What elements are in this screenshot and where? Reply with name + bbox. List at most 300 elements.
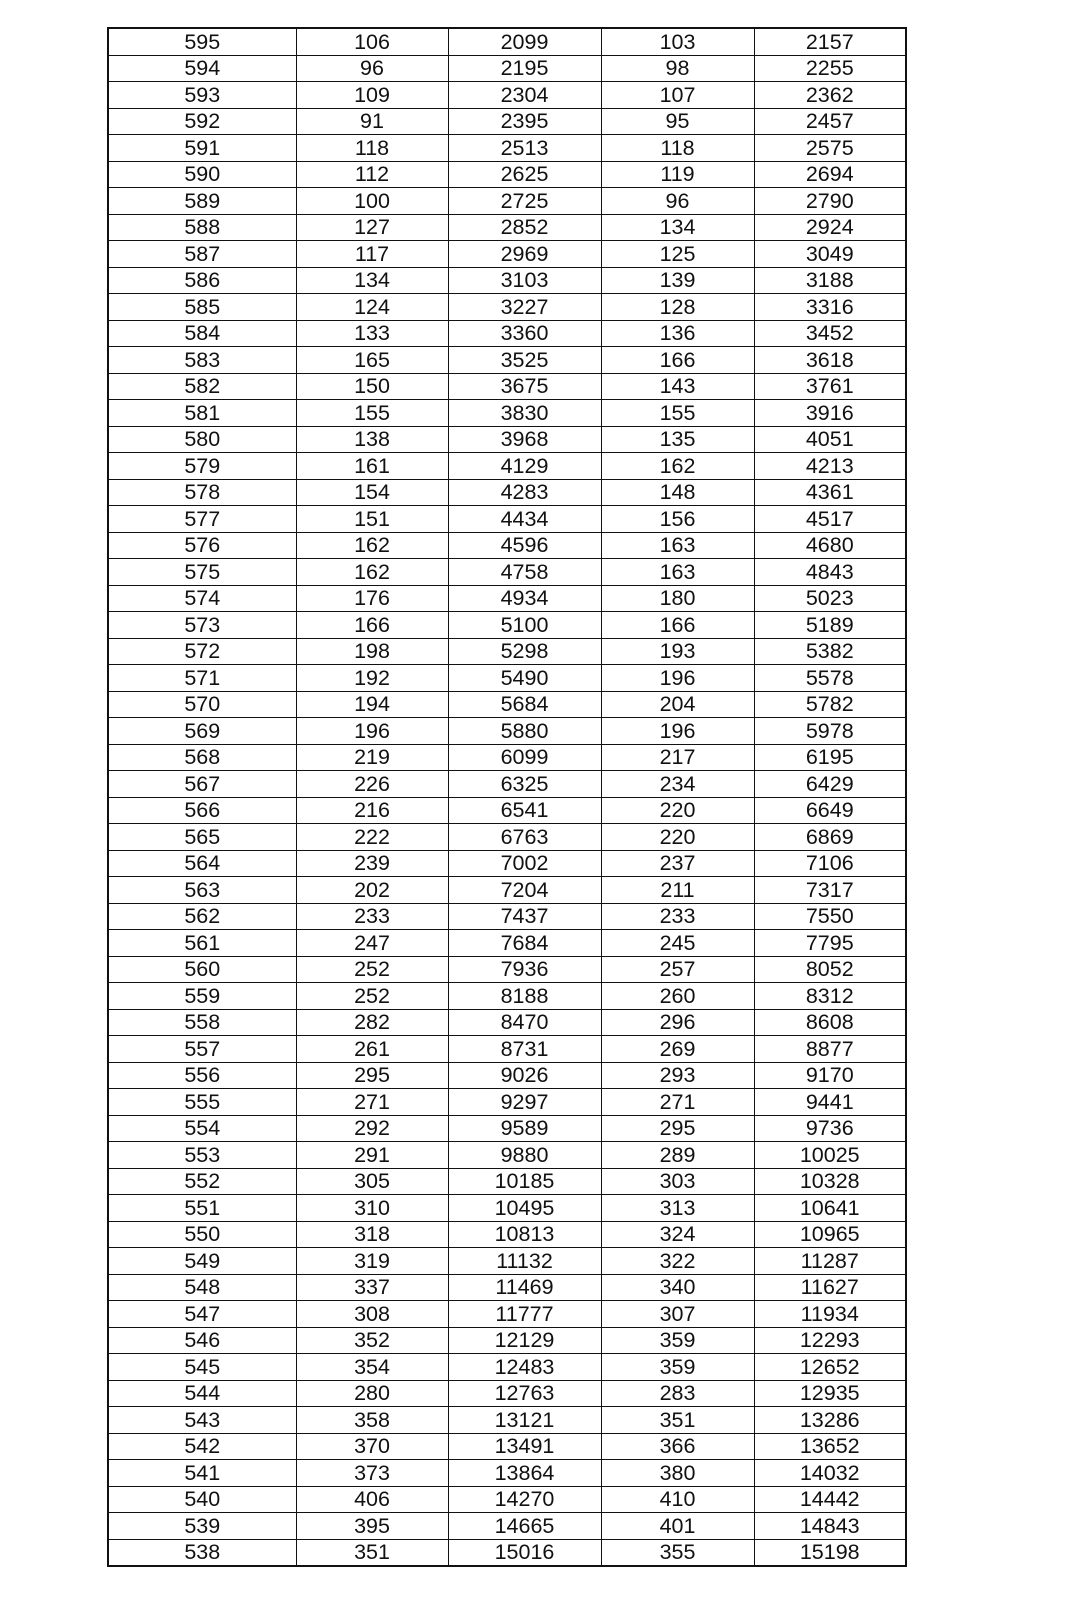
count-b-cell: 245: [601, 930, 754, 957]
count-b-cell: 139: [601, 267, 754, 294]
count-a-cell: 117: [296, 241, 448, 268]
cumulative-a-cell: 13121: [448, 1407, 601, 1434]
table-row: [108, 1036, 906, 1063]
count-a-cell: 112: [296, 161, 448, 188]
score-cell: 584: [108, 320, 296, 347]
count-b-cell: 193: [601, 638, 754, 665]
count-a-cell: 233: [296, 903, 448, 930]
cumulative-b-cell: 14442: [754, 1486, 906, 1513]
cumulative-b-cell: 8312: [754, 983, 906, 1010]
count-b-cell: 220: [601, 797, 754, 824]
table-row: [108, 612, 906, 639]
score-cell: 589: [108, 188, 296, 215]
count-a-cell: 216: [296, 797, 448, 824]
score-cell: 560: [108, 956, 296, 983]
count-b-cell: 217: [601, 744, 754, 771]
cumulative-b-cell: 12935: [754, 1380, 906, 1407]
count-a-cell: 354: [296, 1354, 448, 1381]
cumulative-b-cell: 2694: [754, 161, 906, 188]
score-cell: 544: [108, 1380, 296, 1407]
table-row: [108, 400, 906, 427]
table-row: [108, 1327, 906, 1354]
cumulative-a-cell: 9880: [448, 1142, 601, 1169]
count-b-cell: 143: [601, 373, 754, 400]
table-row: [108, 1380, 906, 1407]
count-b-cell: 103: [601, 28, 754, 55]
cumulative-b-cell: 5382: [754, 638, 906, 665]
cumulative-b-cell: 6649: [754, 797, 906, 824]
cumulative-b-cell: 8877: [754, 1036, 906, 1063]
cumulative-a-cell: 4596: [448, 532, 601, 559]
cumulative-b-cell: 4213: [754, 453, 906, 480]
count-a-cell: 351: [296, 1539, 448, 1566]
count-a-cell: 252: [296, 983, 448, 1010]
score-cell: 557: [108, 1036, 296, 1063]
count-a-cell: 124: [296, 294, 448, 321]
cumulative-a-cell: 14270: [448, 1486, 601, 1513]
cumulative-a-cell: 2304: [448, 82, 601, 109]
count-b-cell: 296: [601, 1009, 754, 1036]
cumulative-b-cell: 13652: [754, 1433, 906, 1460]
cumulative-b-cell: 9736: [754, 1115, 906, 1142]
cumulative-a-cell: 14665: [448, 1513, 601, 1540]
cumulative-b-cell: 9170: [754, 1062, 906, 1089]
cumulative-a-cell: 6099: [448, 744, 601, 771]
table-row: [108, 1274, 906, 1301]
cumulative-b-cell: 8608: [754, 1009, 906, 1036]
count-b-cell: 234: [601, 771, 754, 798]
table-row: [108, 1486, 906, 1513]
count-a-cell: 196: [296, 718, 448, 745]
count-a-cell: 176: [296, 585, 448, 612]
cumulative-b-cell: 7795: [754, 930, 906, 957]
cumulative-a-cell: 7437: [448, 903, 601, 930]
count-a-cell: 165: [296, 347, 448, 374]
cumulative-b-cell: 12652: [754, 1354, 906, 1381]
score-cell: 574: [108, 585, 296, 612]
cumulative-b-cell: 3916: [754, 400, 906, 427]
count-b-cell: 135: [601, 426, 754, 453]
cumulative-b-cell: 10025: [754, 1142, 906, 1169]
cumulative-b-cell: 10328: [754, 1168, 906, 1195]
table-row: [108, 347, 906, 374]
count-b-cell: 156: [601, 506, 754, 533]
count-b-cell: 269: [601, 1036, 754, 1063]
cumulative-a-cell: 10813: [448, 1221, 601, 1248]
count-a-cell: 292: [296, 1115, 448, 1142]
count-a-cell: 291: [296, 1142, 448, 1169]
cumulative-a-cell: 6325: [448, 771, 601, 798]
score-cell: 555: [108, 1089, 296, 1116]
count-b-cell: 96: [601, 188, 754, 215]
table-row: [108, 665, 906, 692]
count-a-cell: 295: [296, 1062, 448, 1089]
count-b-cell: 380: [601, 1460, 754, 1487]
score-cell: 559: [108, 983, 296, 1010]
score-cell: 563: [108, 877, 296, 904]
score-cell: 542: [108, 1433, 296, 1460]
count-b-cell: 359: [601, 1354, 754, 1381]
table-row: [108, 135, 906, 162]
cumulative-a-cell: 3675: [448, 373, 601, 400]
count-a-cell: 166: [296, 612, 448, 639]
count-b-cell: 134: [601, 214, 754, 241]
score-cell: 570: [108, 691, 296, 718]
table-row: [108, 877, 906, 904]
score-cell: 580: [108, 426, 296, 453]
cumulative-b-cell: 10965: [754, 1221, 906, 1248]
count-a-cell: 150: [296, 373, 448, 400]
count-b-cell: 303: [601, 1168, 754, 1195]
table-row: [108, 506, 906, 533]
cumulative-b-cell: 5189: [754, 612, 906, 639]
table-row: [108, 55, 906, 82]
score-cell: 561: [108, 930, 296, 957]
cumulative-a-cell: 12129: [448, 1327, 601, 1354]
cumulative-a-cell: 5880: [448, 718, 601, 745]
table-row: [108, 824, 906, 851]
cumulative-b-cell: 2157: [754, 28, 906, 55]
score-cell: 548: [108, 1274, 296, 1301]
table-row: [108, 1089, 906, 1116]
table-row: [108, 797, 906, 824]
count-a-cell: 202: [296, 877, 448, 904]
cumulative-a-cell: 3227: [448, 294, 601, 321]
count-b-cell: 293: [601, 1062, 754, 1089]
count-a-cell: 358: [296, 1407, 448, 1434]
count-b-cell: 180: [601, 585, 754, 612]
cumulative-a-cell: 12763: [448, 1380, 601, 1407]
count-a-cell: 308: [296, 1301, 448, 1328]
cumulative-b-cell: 6869: [754, 824, 906, 851]
count-b-cell: 204: [601, 691, 754, 718]
count-b-cell: 125: [601, 241, 754, 268]
cumulative-a-cell: 4283: [448, 479, 601, 506]
table-row: [108, 930, 906, 957]
cumulative-b-cell: 2790: [754, 188, 906, 215]
table-row: [108, 585, 906, 612]
table-row: [108, 479, 906, 506]
cumulative-b-cell: 6195: [754, 744, 906, 771]
count-b-cell: 119: [601, 161, 754, 188]
table-row: [108, 1301, 906, 1328]
count-b-cell: 401: [601, 1513, 754, 1540]
score-cell: 588: [108, 214, 296, 241]
score-cell: 576: [108, 532, 296, 559]
cumulative-a-cell: 3360: [448, 320, 601, 347]
table-row: [108, 850, 906, 877]
cumulative-a-cell: 4934: [448, 585, 601, 612]
count-a-cell: 239: [296, 850, 448, 877]
cumulative-b-cell: 4051: [754, 426, 906, 453]
score-cell: 567: [108, 771, 296, 798]
count-a-cell: 219: [296, 744, 448, 771]
table-row: [108, 267, 906, 294]
table-row: [108, 956, 906, 983]
count-a-cell: 100: [296, 188, 448, 215]
cumulative-a-cell: 2099: [448, 28, 601, 55]
cumulative-a-cell: 7936: [448, 956, 601, 983]
cumulative-b-cell: 9441: [754, 1089, 906, 1116]
table-row: [108, 453, 906, 480]
cumulative-a-cell: 10495: [448, 1195, 601, 1222]
score-cell: 564: [108, 850, 296, 877]
score-cell: 558: [108, 1009, 296, 1036]
score-cell: 568: [108, 744, 296, 771]
table-row: [108, 903, 906, 930]
count-b-cell: 322: [601, 1248, 754, 1275]
count-b-cell: 289: [601, 1142, 754, 1169]
cumulative-b-cell: 2924: [754, 214, 906, 241]
count-b-cell: 233: [601, 903, 754, 930]
count-a-cell: 192: [296, 665, 448, 692]
cumulative-b-cell: 11627: [754, 1274, 906, 1301]
count-a-cell: 194: [296, 691, 448, 718]
table-row: [108, 532, 906, 559]
cumulative-a-cell: 3830: [448, 400, 601, 427]
count-a-cell: 280: [296, 1380, 448, 1407]
count-b-cell: 313: [601, 1195, 754, 1222]
cumulative-b-cell: 7317: [754, 877, 906, 904]
count-a-cell: 198: [296, 638, 448, 665]
score-cell: 549: [108, 1248, 296, 1275]
count-b-cell: 307: [601, 1301, 754, 1328]
cumulative-b-cell: 13286: [754, 1407, 906, 1434]
count-b-cell: 166: [601, 612, 754, 639]
cumulative-b-cell: 5978: [754, 718, 906, 745]
table-row: [108, 1248, 906, 1275]
score-cell: 562: [108, 903, 296, 930]
count-a-cell: 226: [296, 771, 448, 798]
score-cell: 581: [108, 400, 296, 427]
table-row: [108, 373, 906, 400]
score-cell: 541: [108, 1460, 296, 1487]
table-row: [108, 82, 906, 109]
table-row: [108, 1195, 906, 1222]
count-a-cell: 96: [296, 55, 448, 82]
table-row: [108, 718, 906, 745]
count-a-cell: 118: [296, 135, 448, 162]
score-cell: 572: [108, 638, 296, 665]
count-b-cell: 196: [601, 718, 754, 745]
count-b-cell: 128: [601, 294, 754, 321]
count-a-cell: 252: [296, 956, 448, 983]
count-b-cell: 324: [601, 1221, 754, 1248]
cumulative-a-cell: 3103: [448, 267, 601, 294]
cumulative-b-cell: 8052: [754, 956, 906, 983]
count-b-cell: 283: [601, 1380, 754, 1407]
table-row: [108, 161, 906, 188]
cumulative-a-cell: 2195: [448, 55, 601, 82]
count-a-cell: 154: [296, 479, 448, 506]
table-row: [108, 1407, 906, 1434]
table-row: [108, 320, 906, 347]
count-a-cell: 106: [296, 28, 448, 55]
count-b-cell: 211: [601, 877, 754, 904]
count-b-cell: 95: [601, 108, 754, 135]
table-row: [108, 1513, 906, 1540]
cumulative-a-cell: 4129: [448, 453, 601, 480]
cumulative-a-cell: 5684: [448, 691, 601, 718]
table-row: [108, 294, 906, 321]
cumulative-b-cell: 2457: [754, 108, 906, 135]
cumulative-a-cell: 2852: [448, 214, 601, 241]
cumulative-a-cell: 5298: [448, 638, 601, 665]
count-a-cell: 151: [296, 506, 448, 533]
cumulative-b-cell: 10641: [754, 1195, 906, 1222]
count-a-cell: 162: [296, 532, 448, 559]
score-cell: 579: [108, 453, 296, 480]
cumulative-a-cell: 2725: [448, 188, 601, 215]
score-cell: 573: [108, 612, 296, 639]
score-cell: 547: [108, 1301, 296, 1328]
score-cell: 553: [108, 1142, 296, 1169]
count-b-cell: 355: [601, 1539, 754, 1566]
score-cell: 595: [108, 28, 296, 55]
table-row: [108, 744, 906, 771]
cumulative-a-cell: 9297: [448, 1089, 601, 1116]
cumulative-a-cell: 3525: [448, 347, 601, 374]
table-row: [108, 1009, 906, 1036]
count-b-cell: 237: [601, 850, 754, 877]
count-b-cell: 98: [601, 55, 754, 82]
table-row: [108, 1115, 906, 1142]
score-cell: 569: [108, 718, 296, 745]
table-row: [108, 241, 906, 268]
count-a-cell: 161: [296, 453, 448, 480]
count-a-cell: 352: [296, 1327, 448, 1354]
cumulative-b-cell: 7106: [754, 850, 906, 877]
score-cell: 545: [108, 1354, 296, 1381]
cumulative-b-cell: 11287: [754, 1248, 906, 1275]
table-row: [108, 638, 906, 665]
cumulative-a-cell: 4758: [448, 559, 601, 586]
count-b-cell: 163: [601, 559, 754, 586]
count-b-cell: 257: [601, 956, 754, 983]
table-row: [108, 28, 906, 55]
count-b-cell: 163: [601, 532, 754, 559]
count-a-cell: 318: [296, 1221, 448, 1248]
cumulative-b-cell: 5023: [754, 585, 906, 612]
score-cell: 585: [108, 294, 296, 321]
cumulative-a-cell: 5100: [448, 612, 601, 639]
count-a-cell: 395: [296, 1513, 448, 1540]
cumulative-a-cell: 5490: [448, 665, 601, 692]
score-cell: 587: [108, 241, 296, 268]
count-b-cell: 410: [601, 1486, 754, 1513]
count-a-cell: 261: [296, 1036, 448, 1063]
count-b-cell: 148: [601, 479, 754, 506]
table-row: [108, 214, 906, 241]
count-b-cell: 196: [601, 665, 754, 692]
cumulative-a-cell: 12483: [448, 1354, 601, 1381]
score-cell: 591: [108, 135, 296, 162]
score-cell: 577: [108, 506, 296, 533]
score-cell: 566: [108, 797, 296, 824]
cumulative-a-cell: 7204: [448, 877, 601, 904]
count-b-cell: 260: [601, 983, 754, 1010]
cumulative-b-cell: 12293: [754, 1327, 906, 1354]
count-a-cell: 91: [296, 108, 448, 135]
score-cell: 571: [108, 665, 296, 692]
count-a-cell: 247: [296, 930, 448, 957]
cumulative-a-cell: 8731: [448, 1036, 601, 1063]
cumulative-a-cell: 7002: [448, 850, 601, 877]
score-cell: 582: [108, 373, 296, 400]
count-b-cell: 351: [601, 1407, 754, 1434]
cumulative-a-cell: 2513: [448, 135, 601, 162]
cumulative-a-cell: 11469: [448, 1274, 601, 1301]
score-cell: 565: [108, 824, 296, 851]
cumulative-a-cell: 8188: [448, 983, 601, 1010]
table-row: [108, 1433, 906, 1460]
count-a-cell: 162: [296, 559, 448, 586]
score-table-body: [108, 28, 906, 1566]
cumulative-a-cell: 4434: [448, 506, 601, 533]
cumulative-b-cell: 2362: [754, 82, 906, 109]
cumulative-a-cell: 13864: [448, 1460, 601, 1487]
cumulative-a-cell: 10185: [448, 1168, 601, 1195]
count-a-cell: 370: [296, 1433, 448, 1460]
count-a-cell: 155: [296, 400, 448, 427]
cumulative-a-cell: 15016: [448, 1539, 601, 1566]
table-row: [108, 1354, 906, 1381]
count-b-cell: 359: [601, 1327, 754, 1354]
score-cell: 594: [108, 55, 296, 82]
cumulative-b-cell: 3761: [754, 373, 906, 400]
score-cell: 590: [108, 161, 296, 188]
cumulative-b-cell: 3618: [754, 347, 906, 374]
cumulative-b-cell: 3188: [754, 267, 906, 294]
table-row: [108, 1062, 906, 1089]
count-b-cell: 136: [601, 320, 754, 347]
count-a-cell: 337: [296, 1274, 448, 1301]
table-row: [108, 691, 906, 718]
cumulative-a-cell: 11132: [448, 1248, 601, 1275]
score-cell: 578: [108, 479, 296, 506]
score-cell: 539: [108, 1513, 296, 1540]
cumulative-a-cell: 2395: [448, 108, 601, 135]
cumulative-b-cell: 15198: [754, 1539, 906, 1566]
cumulative-b-cell: 4843: [754, 559, 906, 586]
count-b-cell: 220: [601, 824, 754, 851]
table-row: [108, 771, 906, 798]
cumulative-a-cell: 13491: [448, 1433, 601, 1460]
table-row: [108, 426, 906, 453]
score-cell: 538: [108, 1539, 296, 1566]
count-a-cell: 305: [296, 1168, 448, 1195]
score-cell: 550: [108, 1221, 296, 1248]
count-a-cell: 319: [296, 1248, 448, 1275]
cumulative-a-cell: 11777: [448, 1301, 601, 1328]
table-row: [108, 108, 906, 135]
score-cell: 540: [108, 1486, 296, 1513]
count-b-cell: 271: [601, 1089, 754, 1116]
score-cell: 593: [108, 82, 296, 109]
score-cell: 583: [108, 347, 296, 374]
cumulative-b-cell: 3049: [754, 241, 906, 268]
table-row: [108, 1539, 906, 1566]
table-row: [108, 188, 906, 215]
table-row: [108, 1168, 906, 1195]
cumulative-b-cell: 2255: [754, 55, 906, 82]
count-b-cell: 366: [601, 1433, 754, 1460]
score-table: [107, 27, 907, 1567]
score-cell: 552: [108, 1168, 296, 1195]
cumulative-a-cell: 3968: [448, 426, 601, 453]
cumulative-a-cell: 7684: [448, 930, 601, 957]
count-b-cell: 118: [601, 135, 754, 162]
